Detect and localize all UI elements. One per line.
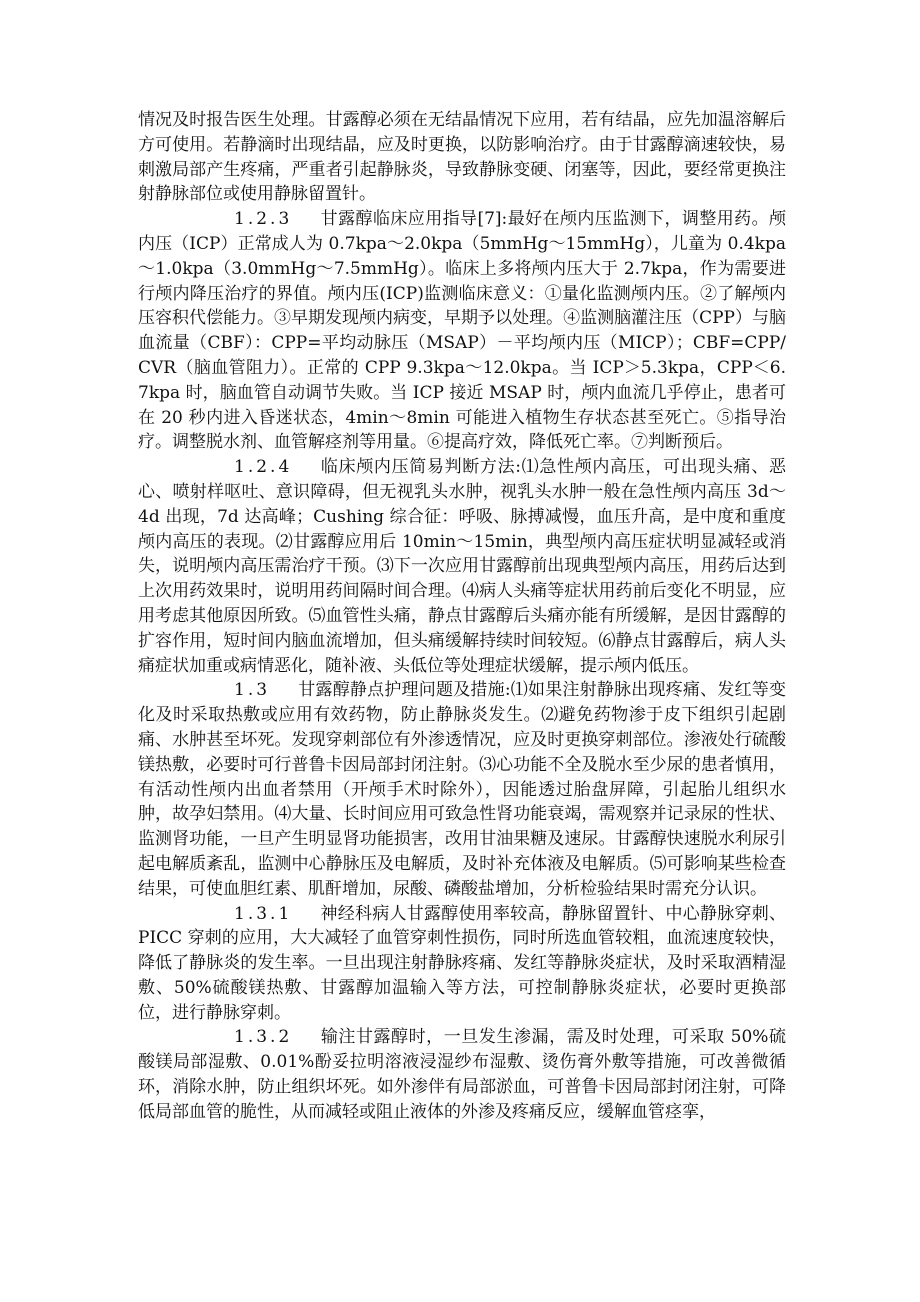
section-number: 1.3.2 <box>234 1027 293 1048</box>
section-number: 1.3 <box>234 680 271 701</box>
paragraph-text: 情况及时报告医生处理。甘露醇必须在无结晶情况下应用，若有结晶，应先加温溶解后方可使用。若静滴时出现结晶，应及时更换，以防影响治疗。由于甘露醇滴速较快，易刺激局部产生疼痛，严重者引起静脉炎，导致静脉变硬、闭塞等，因此，要经常更换注射静脉部位或使用静脉留置针。 <box>138 110 786 205</box>
section-number: 1.2.4 <box>234 457 293 478</box>
paragraph-text: 甘露醇静点护理问题及措施:⑴如果注射静脉出现疼痛、发红等变化及时采取热敷或应用有效药物，防止静脉炎发生。⑵避免药物渗于皮下组织引起剧痛、水肿甚至坏死。发现穿刺部位有外渗透情况，应及时更换穿刺部位。渗液处行硫酸镁热敷，必要时可行普鲁卡因局部封闭注射。⑶心功能不全及脱水至少尿的患者慎用，有活动性颅内出血者禁用（开颅手术时除外），因能透过胎盘屏障，引起胎儿组织水肿，故孕妇禁用。⑷大量、长时间应用可致急性肾功能衰竭，需观察并记录尿的性状、监测肾功能，一旦产生明显肾功能损害，改用甘油果糖及速尿。甘露醇快速脱水利尿引起电解质紊乱，监测中心静脉压及电解质，及时补充体液及电解质。⑸可影响某些检查结果，可使血胆红素、肌酐增加，尿酸、磷酸盐增加，分析检验结果时需充分认识。 <box>138 680 786 899</box>
paragraph-text: 神经科病人甘露醇使用率较高，静脉留置针、中心静脉穿刺、PICC 穿刺的应用，大大减轻了血管穿刺性损伤，同时所选血管较粗，血流速度较快，降低了静脉炎的发生率。一旦出现注射静脉疼痛、发红等静脉炎症状，及时采取酒精湿敷、50%硫酸镁热敷、甘露醇加温输入等方法，可控制静脉炎症状，必要时更换部位，进行静脉穿刺。 <box>138 903 786 1023</box>
paragraph-1-3-2 <box>138 1025 786 1124</box>
paragraph-1-2-3 <box>138 207 786 455</box>
paragraph-1-2-4 <box>138 455 786 678</box>
paragraph-1-3-1 <box>138 902 786 1026</box>
paragraph-text: 甘露醇临床应用指导[7]:最好在颅内压监测下，调整用药。颅内压（ICP）正常成人为 0.7kpa～2.0kpa（5mmHg～15mmHg），儿童为 0.4kpa～1.0kpa（3.0mmHg～7.5mmHg）。临床上多将颅内压大于 2.7kpa，作为需要进行颅内降压治疗的界值。颅内压(ICP)监测临床意义：①量化监测颅内压。②了解颅内压容积代偿能力。③早期发现颅内病变，早期予以处理。④监测脑灌注压（CPP）与脑血流量（CBF）：CPP=平均动脉压（MSAP）－平均颅内压（MICP）；CBF=CPP/CVR（脑血管阻力）。正常的 CPP 9.3kpa～12.0kpa。当 ICP＞5.3kpa，CPP＜6.7kpa 时，脑血管自动调节失败。当 ICP 接近 MSAP 时，颅内血流几乎停止，患者可在 20 秒内进入昏迷状态，4min～8min 可能进入植物生存状态甚至死亡。⑤指导治疗。调整脱水剂、血管解痉剂等用量。⑥提高疗效，降低死亡率。⑦判断预后。 <box>138 209 786 453</box>
section-number: 1.2.3 <box>234 209 293 230</box>
document-body <box>138 108 786 1125</box>
paragraph-text: 临床颅内压简易判断方法:⑴急性颅内高压，可出现头痛、恶心、喷射样呕吐、意识障碍，但无视乳头水肿，视乳头水肿一般在急性颅内高压 3d～4d 出现，7d 达高峰；Cushing 综合征：呼吸、脉搏减慢，血压升高，是中度和重度颅内高压的表现。⑵甘露醇应用后 10min～15min，典型颅内高压症状明显减轻或消失，说明颅内高压需治疗干预。⑶下一次应用甘露醇前出现典型颅内高压，用药后达到上次用药效果时，说明用药间隔时间合理。⑷病人头痛等症状用药前后变化不明显，应用考虑其他原因所致。⑸血管性头痛，静点甘露醇后头痛亦能有所缓解，是因甘露醇的扩容作用，短时间内脑血流增加，但头痛缓解持续时间较短。⑹静点甘露醇后，病人头痛症状加重或病情恶化，随补液、头低位等处理症状缓解，提示颅内低压。 <box>138 457 786 676</box>
paragraph-text: 输注甘露醇时，一旦发生渗漏，需及时处理，可采取 50%硫酸镁局部湿敷、0.01%酚妥拉明溶液浸湿纱布湿敷、烫伤膏外敷等措施，可改善微循环，消除水肿，防止组织坏死。如外渗伴有局部淤血，可普鲁卡因局部封闭注射，可降低局部血管的脆性，从而减轻或阻止液体的外渗及疼痛反应，缓解血管痉挛， <box>138 1027 786 1122</box>
paragraph-continuation <box>138 108 786 207</box>
paragraph-1-3 <box>138 678 786 901</box>
section-number: 1.3.1 <box>234 903 293 924</box>
